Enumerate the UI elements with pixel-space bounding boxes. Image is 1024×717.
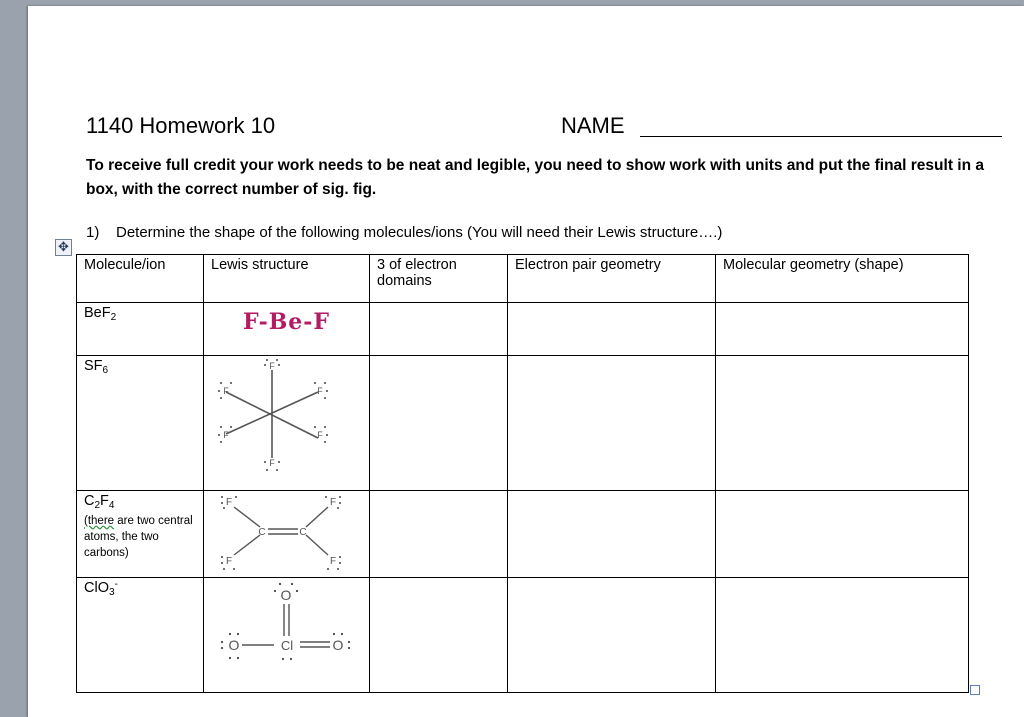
fluorine-label: F [329,497,337,508]
oxygen-label: O [280,587,292,603]
electron-geometry-cell[interactable] [508,491,716,578]
carbon-label: C [258,527,266,538]
c2f4-lewis-structure [204,491,368,573]
table-row [77,491,969,578]
domains-cell[interactable] [370,356,508,491]
molecule-cell: BeF$_2$ [77,303,204,356]
fluorine-label: F [269,458,275,468]
header-electron-geometry: Electron pair geometry [508,255,716,303]
fluorine-label: F [225,497,233,508]
page-title: 1140 Homework 10 [86,113,276,138]
instructions: To receive full credit your work needs to be neat and legible, you need to show work with units and put the final result in a box, with the correct number of sig. fig. [86,157,984,198]
molecule-cell: $C_2F_4$ (there are two central atoms, the two carbons) [77,491,204,578]
c2f4-note: (there are two central atoms, the two carbons) [84,515,193,559]
chlorine-label: Cl [280,638,294,653]
move-arrows-icon[interactable]: ✥ [55,239,72,256]
question-text: Determine the shape of the following molecules/ions (You will need their Lewis structure….) [116,224,723,241]
molecular-geometry-cell[interactable] [716,303,969,356]
question-number: 1) [86,224,100,241]
domains-cell[interactable] [370,578,508,693]
molecule-cell: ClO$_3$- [77,578,204,693]
header [86,110,984,144]
domains-cell[interactable] [370,303,508,356]
oxygen-label: O [228,637,240,653]
name-underline [640,136,1002,137]
molecular-geometry-cell[interactable] [716,578,969,693]
fluorine-label: F [269,361,275,371]
lewis-cell [204,303,370,356]
question-1 [86,224,722,241]
bef2-lewis-structure: F-Be-F [242,309,331,335]
lewis-cell [204,356,370,491]
lewis-cell [204,491,370,578]
fluorine-label: F [329,556,337,567]
fluorine-label: F [317,430,323,440]
sf6-lewis-structure [204,356,368,486]
name-label: NAME [561,113,625,138]
fluorine-label: F [317,386,323,396]
molecule-cell: $SF_6$ [77,356,204,491]
electron-geometry-cell[interactable] [508,303,716,356]
header-lewis: Lewis structure [204,255,370,303]
fluorine-label: F [223,430,229,440]
carbon-label: C [299,527,307,538]
table-row [77,578,969,693]
domains-cell[interactable] [370,491,508,578]
molecular-geometry-cell[interactable] [716,356,969,491]
electron-geometry-cell[interactable] [508,356,716,491]
table-row [77,303,969,356]
fluorine-label: F [225,556,233,567]
oxygen-label: O [332,637,344,653]
document-page [28,6,1024,717]
molecular-geometry-cell[interactable] [716,491,969,578]
header-molecular-geometry: Molecular geometry (shape) [716,255,969,303]
clo3-lewis-structure [204,578,368,688]
molecule-table [76,254,969,693]
electron-geometry-cell[interactable] [508,578,716,693]
table-row [77,356,969,491]
resize-handle-icon[interactable] [970,685,980,695]
table-header-row [77,255,969,303]
header-domains: 3 of electron domains [370,255,508,303]
fluorine-label: F [223,386,229,396]
header-molecule: Molecule/ion [77,255,204,303]
lewis-cell [204,578,370,693]
